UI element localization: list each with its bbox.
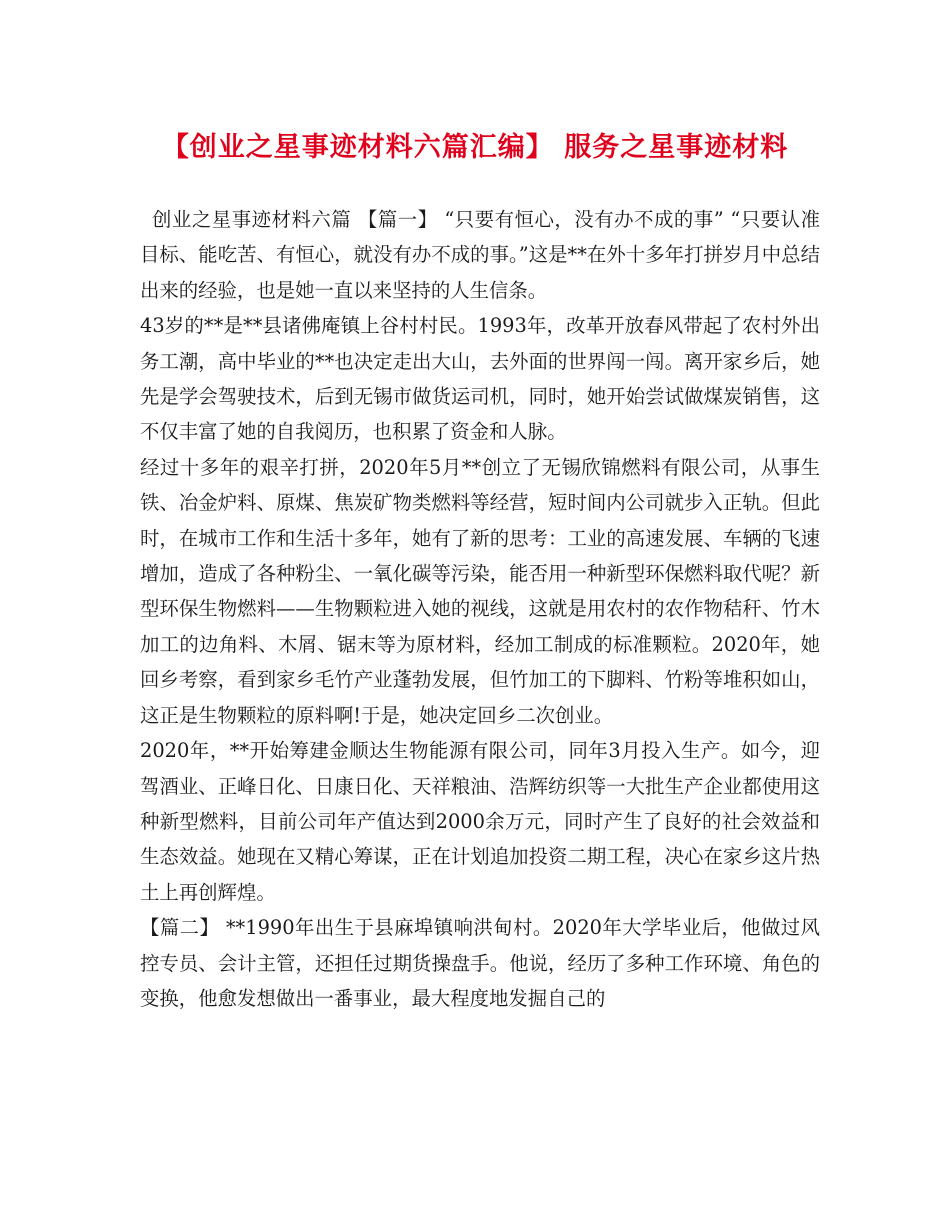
paragraph-5: 【篇二】 **1990年出生于县麻埠镇响洪甸村。2020年大学毕业后，他做过风控专员、会计主管，还担任过期货操盘手。他说，经历了多种工作环境、角色的变换，他愈发想做出一番事业，最大程度地发掘自己的	[140, 916, 820, 1010]
document-title: 【创业之星事迹材料六篇汇编】 服务之星事迹材料	[161, 132, 789, 163]
paragraph-1: 创业之星事迹材料六篇 【篇一】 “只要有恒心，没有办不成的事” “只要认准目标、能吃苦、有恒心，就没有办不成的事。”这是**在外十多年打拼岁月中总结出来的经验，也是她一直以来坚持的人生信条。	[140, 208, 820, 302]
document-body	[140, 202, 820, 1016]
paragraph-3: 经过十多年的艰辛打拼，2020年5月**创立了无锡欣锦燃料有限公司，从事生铁、冶金炉料、原煤、焦炭矿物类燃料等经营，短时间内公司就步入正轨。但此时，在城市工作和生活十多年，她有了新的思考：工业的高速发展、车辆的飞速增加，造成了各种粉尘、一氧化碳等污染，能否用一种新型环保燃料取代呢？新型环保生物燃料——生物颗粒进入她的视线，这就是用农村的农作物秸秆、竹木加工的边角料、木屑、锯末等为原材料，经加工制成的标准颗粒。2020年，她回乡考察，看到家乡毛竹产业蓬勃发展，但竹加工的下脚料、竹粉等堆积如山，这正是生物颗粒的原料啊!于是，她决定回乡二次创业。	[140, 455, 820, 727]
paragraph-4: 2020年，**开始筹建金顺达生物能源有限公司，同年3月投入生产。如今，迎驾酒业、正峰日化、日康日化、天祥粮油、浩辉纺织等一大批生产企业都使用这种新型燃料，目前公司年产值达到2000余万元，同时产生了良好的社会效益和生态效益。她现在又精心筹谋，正在计划追加投资二期工程，决心在家乡这片热土上再创辉煌。	[140, 739, 820, 904]
paragraph-2: 43岁的**是**县诸佛庵镇上谷村村民。1993年，改革开放春风带起了农村外出务工潮，高中毕业的**也决定走出大山，去外面的世界闯一闯。离开家乡后，她先是学会驾驶技术，后到无锡市做货运司机，同时，她开始尝试做煤炭销售，这不仅丰富了她的自我阅历，也积累了资金和人脉。	[140, 314, 820, 444]
